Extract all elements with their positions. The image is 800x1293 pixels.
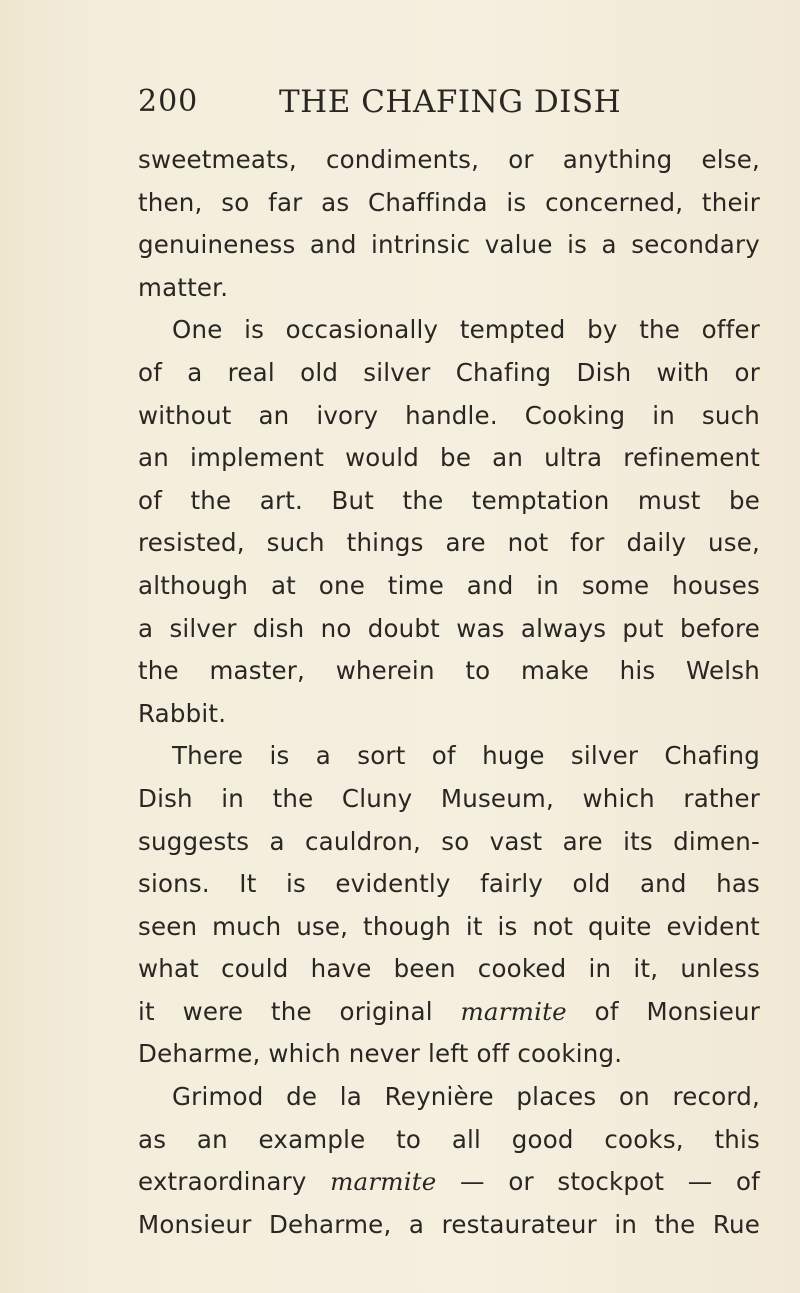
- text-line: suggests a cauldron, so vast are its dimen-: [138, 826, 760, 856]
- running-title: THE CHAFING DISH: [279, 84, 622, 120]
- body-text: [138, 139, 760, 1246]
- text-line: seen much use, though it is not quite evident: [138, 911, 760, 941]
- page-header: [138, 78, 778, 126]
- paragraph-start-line: One is occasionally tempted by the offer: [172, 315, 760, 345]
- text-line: what could have been cooked in it, unless: [138, 954, 760, 984]
- text-line: of a real old silver Chafing Dish with or: [138, 357, 760, 387]
- page-number: 200: [138, 84, 199, 119]
- text-line: sions. It is evidently fairly old and has: [138, 869, 760, 899]
- text-line: as an example to all good cooks, this: [138, 1124, 760, 1154]
- text-line: the master, wherein to make his Welsh: [138, 656, 760, 686]
- paragraph-start-line: Grimod de la Reynière places on record,: [172, 1082, 760, 1112]
- text-line: extraordinary marmite — or stockpot — of: [138, 1167, 760, 1197]
- text-line: of the art. But the temptation must be: [138, 485, 760, 515]
- italic-term: marmite: [330, 1167, 437, 1197]
- text-line: Rabbit.: [138, 698, 227, 728]
- text-line: Monsieur Deharme, a restaurateur in the Rue: [138, 1209, 760, 1239]
- text-line: although at one time and in some houses: [138, 570, 760, 600]
- text-line: a silver dish no doubt was always put before: [138, 613, 760, 643]
- text-line: sweetmeats, condiments, or anything else,: [138, 145, 760, 174]
- text-line: matter.: [138, 272, 229, 302]
- text-line: without an ivory handle. Cooking in such: [138, 400, 760, 430]
- text-line: then, so far as Chaffinda is concerned, their: [138, 187, 760, 217]
- text-line: an implement would be an ultra refinement: [138, 443, 760, 473]
- text-line: Dish in the Cluny Museum, which rather: [138, 783, 760, 813]
- italic-term: marmite: [460, 996, 567, 1026]
- text-line: Deharme, which never left off cooking.: [138, 1039, 623, 1069]
- text-line: genuineness and intrinsic value is a secondary: [138, 230, 760, 260]
- paragraph-start-line: There is a sort of huge silver Chafing: [172, 741, 760, 771]
- text-line: it were the original marmite of Monsieur: [138, 996, 760, 1026]
- text-line: resisted, such things are not for daily use,: [138, 528, 760, 558]
